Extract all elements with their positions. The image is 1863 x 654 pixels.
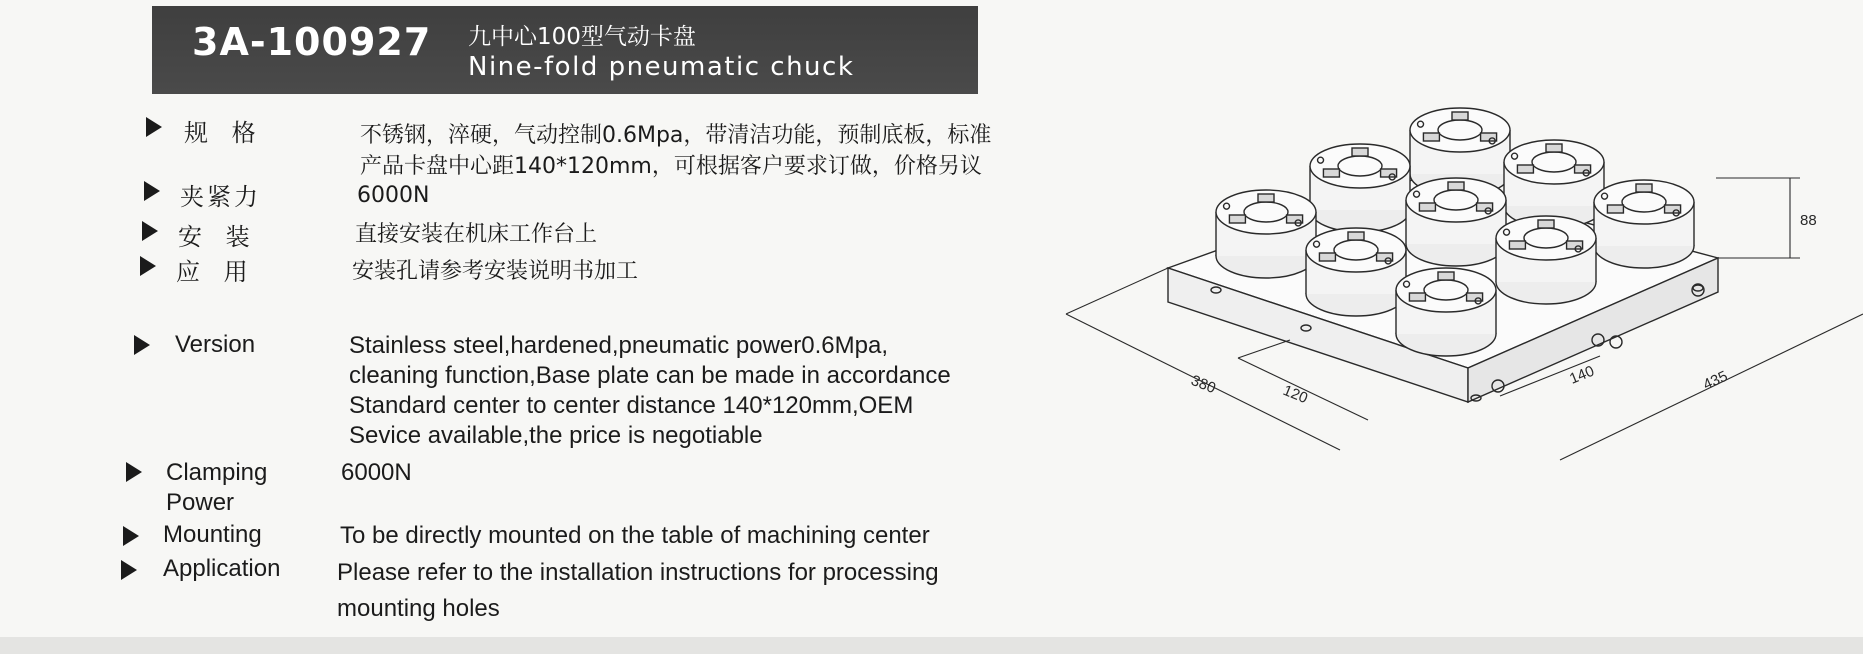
spec-value-application: 安装孔请参考安装说明书加工 [352,259,639,284]
page-bottom-strip [0,637,1863,654]
title-chinese: 九中心100型气动卡盘 [468,24,696,50]
title-english: Nine-fold pneumatic chuck [468,52,855,82]
bullet-arrow-icon [144,181,160,201]
spec-label-mounting-en: Mounting [163,521,262,548]
bullet-arrow-icon [146,117,162,137]
spec-label-specification: 规 格 [184,119,264,147]
spec-label-version: Version [175,331,256,358]
dimension-label-pitch-x: 140 [1567,362,1597,388]
chuck [1504,140,1604,228]
spec-value-version: Stainless steel,hardened,pneumatic power0.6Mpa, cleaning function,Base plate can be made in accordance Standard center to center distance 140*120mm,OEM Sevice available,the price is negotiable [349,332,951,449]
spec-value-application-en: Please refer to the installation instructions for processing mounting holes [337,559,939,622]
dimension-label-depth: 380 [1188,371,1219,398]
spec-value-clamping-force: 6000N [357,183,430,208]
spec-label-application: 应 用 [176,258,256,286]
title-banner [152,6,978,94]
dimension-label-width: 435 [1700,367,1731,394]
dimension-label-pitch-y: 120 [1280,381,1311,408]
spec-label-mounting: 安 装 [178,223,258,251]
spec-label-clamping-power: Clamping Power [166,459,268,516]
spec-value-mounting: 直接安装在机床工作台上 [355,222,598,247]
chuck [1216,190,1316,278]
bullet-arrow-icon [126,462,142,482]
bullet-arrow-icon [140,256,156,276]
spec-label-clamping-force: 夹紧力 [180,183,261,211]
bullet-arrow-icon [142,221,158,241]
dimension-label-height: 88 [1800,212,1817,229]
bullet-arrow-icon [123,526,139,546]
spec-label-application-en: Application [163,555,281,582]
model-code: 3A-100927 [192,20,432,64]
chuck [1306,228,1406,316]
spec-value-mounting-en: To be directly mounted on the table of machining center [340,522,930,549]
chuck [1496,216,1596,304]
chuck [1396,268,1496,356]
bullet-arrow-icon [121,560,137,580]
chuck [1310,144,1410,232]
spec-value-clamping-power: 6000N [341,459,412,486]
chuck [1594,180,1694,268]
chuck-technical-drawing [1052,90,1863,490]
bullet-arrow-icon [134,335,150,355]
spec-value-specification: 不锈钢，淬硬，气动控制0.6Mpa，带清洁功能，预制底板，标准 产品卡盘中心距140*120mm，可根据客户要求订做，价格另议 [360,123,992,179]
chuck [1406,178,1506,266]
